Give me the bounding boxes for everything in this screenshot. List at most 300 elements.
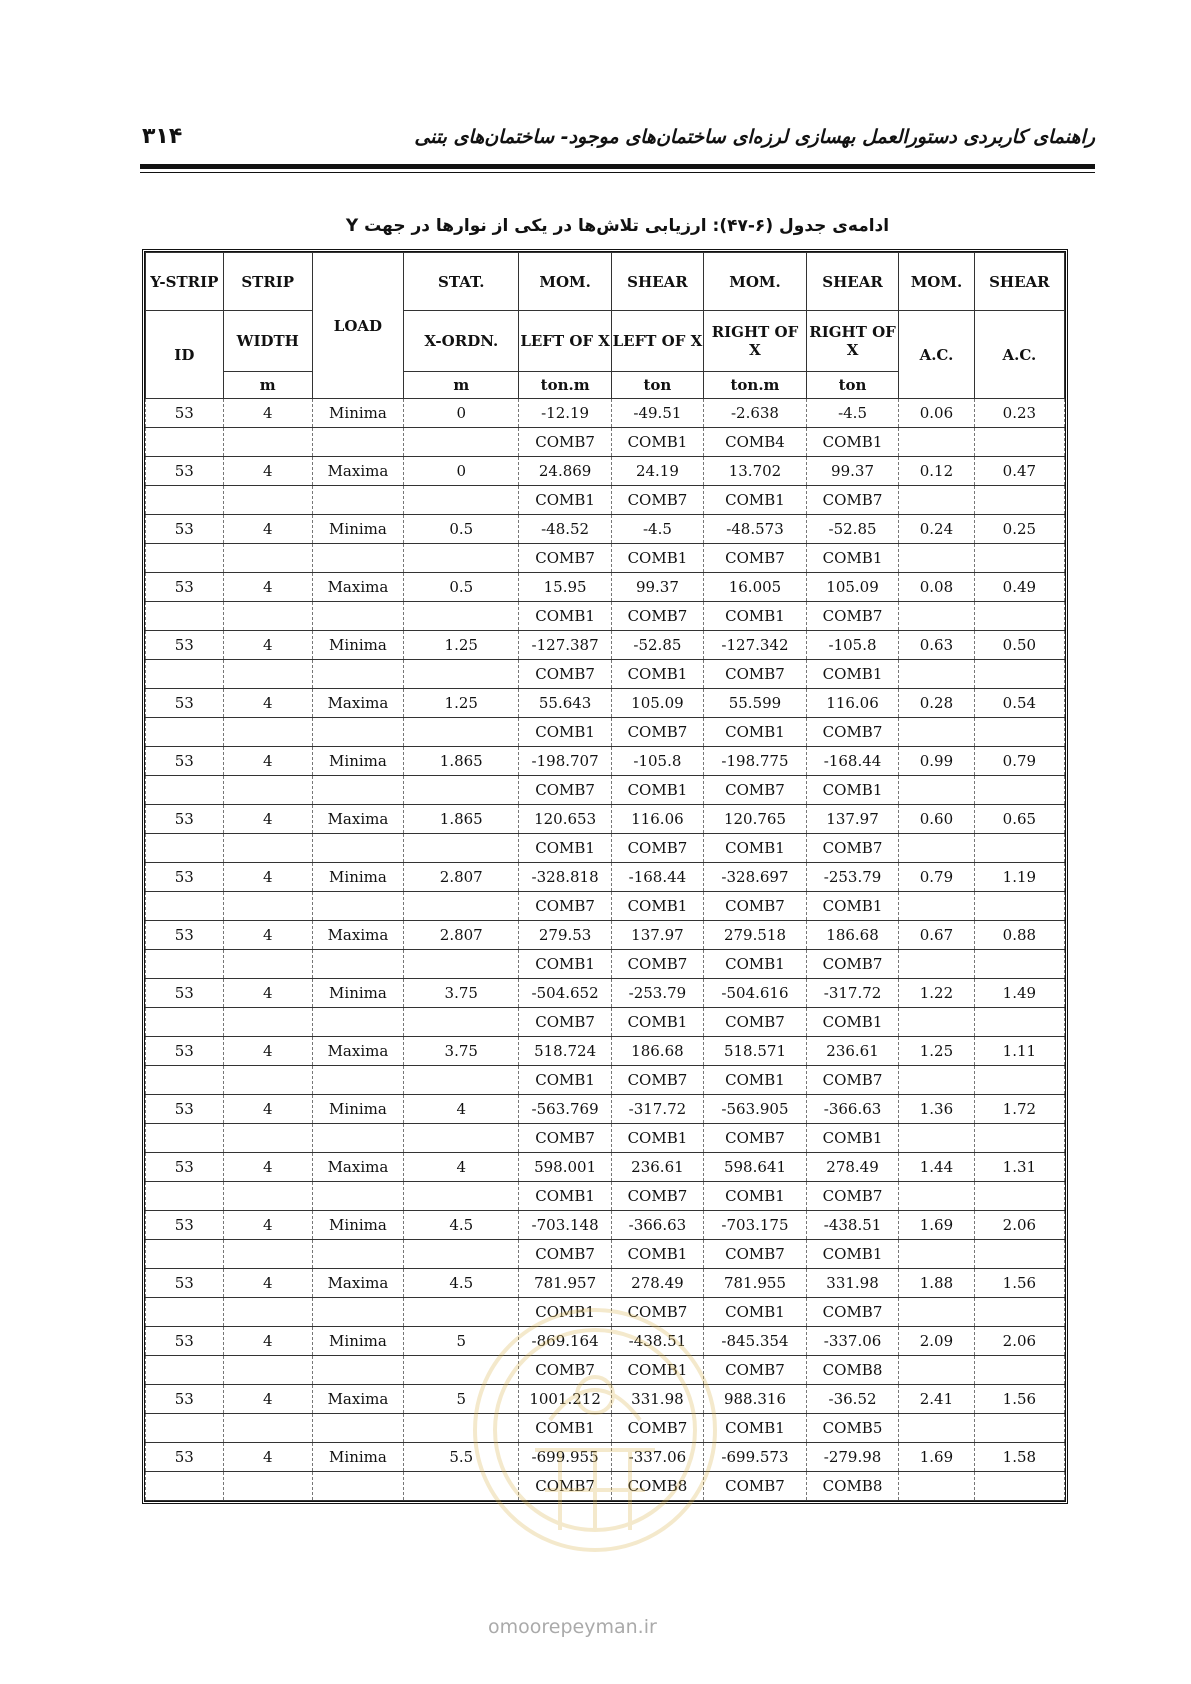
header-cell: RIGHT OF X <box>806 311 898 372</box>
cell-shr-r: 186.68 <box>806 921 898 950</box>
cell-combination: COMB7 <box>519 892 611 921</box>
header-cell: X-ORDN. <box>404 311 519 372</box>
cell-mom-ac: 1.88 <box>899 1269 975 1298</box>
cell-shr-l: 24.19 <box>611 457 703 486</box>
cell-mom-l: -869.164 <box>519 1327 611 1356</box>
cell-combination: COMB7 <box>806 718 898 747</box>
cell-empty <box>223 1298 312 1327</box>
cell-mom-r: 518.571 <box>704 1037 807 1066</box>
cell-empty <box>146 1124 224 1153</box>
cell-combination: COMB7 <box>704 544 807 573</box>
cell-id: 53 <box>146 689 224 718</box>
cell-empty <box>146 1240 224 1269</box>
cell-combination: COMB7 <box>806 834 898 863</box>
cell-combination: COMB7 <box>519 1240 611 1269</box>
cell-load: Maxima <box>312 1385 403 1414</box>
cell-empty <box>974 428 1064 457</box>
cell-shr-ac: 1.11 <box>974 1037 1064 1066</box>
cell-empty <box>899 834 975 863</box>
cell-id: 53 <box>146 573 224 602</box>
cell-mom-l: -198.707 <box>519 747 611 776</box>
cell-shr-r: -253.79 <box>806 863 898 892</box>
cell-x: 1.25 <box>404 631 519 660</box>
cell-width: 4 <box>223 1327 312 1356</box>
cell-mom-l: -12.19 <box>519 399 611 428</box>
cell-empty <box>404 1066 519 1095</box>
cell-shr-ac: 0.79 <box>974 747 1064 776</box>
cell-empty <box>404 1008 519 1037</box>
cell-combination: COMB1 <box>806 892 898 921</box>
table-caption: ادامه‌ی جدول (۶-۴۷): ارزیابی تلاش‌ها در یکی از نوارها در جهت Y <box>345 216 890 236</box>
cell-x: 0 <box>404 457 519 486</box>
cell-shr-ac: 1.56 <box>974 1269 1064 1298</box>
page-header <box>140 124 1095 150</box>
cell-combination: COMB7 <box>611 1298 703 1327</box>
cell-empty <box>312 950 403 979</box>
cell-empty <box>404 1182 519 1211</box>
cell-empty <box>312 660 403 689</box>
cell-shr-l: -366.63 <box>611 1211 703 1240</box>
cell-empty <box>146 1298 224 1327</box>
cell-load: Minima <box>312 399 403 428</box>
cell-mom-ac: 0.60 <box>899 805 975 834</box>
cell-empty <box>223 544 312 573</box>
cell-shr-ac: 0.49 <box>974 573 1064 602</box>
cell-combination: COMB1 <box>806 1124 898 1153</box>
cell-load: Maxima <box>312 457 403 486</box>
cell-empty <box>974 950 1064 979</box>
cell-load: Minima <box>312 863 403 892</box>
cell-load: Maxima <box>312 921 403 950</box>
cell-mom-l: -127.387 <box>519 631 611 660</box>
cell-empty <box>312 1298 403 1327</box>
cell-mom-l: 518.724 <box>519 1037 611 1066</box>
cell-shr-r: -366.63 <box>806 1095 898 1124</box>
cell-mom-l: -328.818 <box>519 863 611 892</box>
cell-shr-r: -337.06 <box>806 1327 898 1356</box>
cell-x: 2.807 <box>404 863 519 892</box>
table-row <box>146 689 1065 718</box>
cell-width: 4 <box>223 1037 312 1066</box>
cell-id: 53 <box>146 515 224 544</box>
table-row <box>146 921 1065 950</box>
cell-empty <box>974 718 1064 747</box>
header-cell: Y-STRIP <box>146 253 224 311</box>
cell-width: 4 <box>223 1211 312 1240</box>
cell-empty <box>312 834 403 863</box>
cell-mom-l: 279.53 <box>519 921 611 950</box>
cell-empty <box>312 1356 403 1385</box>
cell-empty <box>974 1414 1064 1443</box>
cell-shr-l: 116.06 <box>611 805 703 834</box>
table-row-combination <box>146 1240 1065 1269</box>
table-row-combination <box>146 718 1065 747</box>
cell-shr-l: 236.61 <box>611 1153 703 1182</box>
cell-shr-ac: 1.72 <box>974 1095 1064 1124</box>
cell-empty <box>312 1472 403 1501</box>
cell-combination: COMB7 <box>519 1008 611 1037</box>
cell-combination: COMB1 <box>611 1240 703 1269</box>
cell-id: 53 <box>146 399 224 428</box>
cell-empty <box>404 1356 519 1385</box>
cell-empty <box>404 892 519 921</box>
table-row <box>146 805 1065 834</box>
cell-empty <box>312 1182 403 1211</box>
unit-cell: ton <box>611 372 703 399</box>
cell-empty <box>223 1008 312 1037</box>
cell-combination: COMB7 <box>519 428 611 457</box>
cell-width: 4 <box>223 1269 312 1298</box>
cell-shr-ac: 1.58 <box>974 1443 1064 1472</box>
cell-empty <box>899 1298 975 1327</box>
cell-mom-ac: 1.69 <box>899 1443 975 1472</box>
cell-combination: COMB8 <box>806 1356 898 1385</box>
cell-empty <box>223 486 312 515</box>
header-cell: LEFT OF X <box>611 311 703 372</box>
cell-empty <box>974 544 1064 573</box>
unit-cell: m <box>404 372 519 399</box>
cell-load: Minima <box>312 1327 403 1356</box>
cell-width: 4 <box>223 805 312 834</box>
cell-empty <box>146 544 224 573</box>
cell-empty <box>146 1472 224 1501</box>
table-row-combination <box>146 1472 1065 1501</box>
cell-shr-r: -317.72 <box>806 979 898 1008</box>
cell-empty <box>404 486 519 515</box>
header-cell: MOM. <box>519 253 611 311</box>
table-row <box>146 399 1065 428</box>
table-row <box>146 1269 1065 1298</box>
cell-combination: COMB4 <box>704 428 807 457</box>
cell-shr-r: 116.06 <box>806 689 898 718</box>
cell-shr-ac: 0.25 <box>974 515 1064 544</box>
cell-empty <box>974 660 1064 689</box>
cell-combination: COMB1 <box>704 718 807 747</box>
cell-combination: COMB7 <box>519 1124 611 1153</box>
cell-id: 53 <box>146 863 224 892</box>
cell-combination: COMB7 <box>611 1182 703 1211</box>
cell-empty <box>223 428 312 457</box>
cell-load: Maxima <box>312 1037 403 1066</box>
cell-width: 4 <box>223 863 312 892</box>
cell-empty <box>146 1066 224 1095</box>
table-row-combination <box>146 776 1065 805</box>
header-cell: A.C. <box>899 311 975 399</box>
cell-shr-r: 137.97 <box>806 805 898 834</box>
cell-width: 4 <box>223 573 312 602</box>
cell-combination: COMB1 <box>519 602 611 631</box>
cell-mom-l: 55.643 <box>519 689 611 718</box>
cell-empty <box>146 602 224 631</box>
cell-empty <box>974 1298 1064 1327</box>
cell-mom-r: -2.638 <box>704 399 807 428</box>
cell-combination: COMB7 <box>704 1008 807 1037</box>
cell-mom-r: -699.573 <box>704 1443 807 1472</box>
cell-empty <box>899 660 975 689</box>
cell-combination: COMB1 <box>611 892 703 921</box>
cell-combination: COMB7 <box>611 1066 703 1095</box>
cell-mom-r: -703.175 <box>704 1211 807 1240</box>
cell-empty <box>146 892 224 921</box>
cell-empty <box>146 950 224 979</box>
cell-mom-ac: 0.99 <box>899 747 975 776</box>
cell-empty <box>404 428 519 457</box>
cell-empty <box>312 428 403 457</box>
cell-shr-ac: 0.47 <box>974 457 1064 486</box>
cell-combination: COMB7 <box>519 1356 611 1385</box>
cell-shr-l: -438.51 <box>611 1327 703 1356</box>
cell-combination: COMB8 <box>611 1472 703 1501</box>
table-row-combination <box>146 486 1065 515</box>
cell-shr-l: -168.44 <box>611 863 703 892</box>
cell-shr-l: -253.79 <box>611 979 703 1008</box>
cell-combination: COMB1 <box>611 660 703 689</box>
cell-empty <box>223 1414 312 1443</box>
cell-mom-ac: 0.24 <box>899 515 975 544</box>
table-row <box>146 863 1065 892</box>
cell-shr-r: -4.5 <box>806 399 898 428</box>
cell-combination: COMB8 <box>806 1472 898 1501</box>
cell-id: 53 <box>146 979 224 1008</box>
cell-empty <box>974 602 1064 631</box>
cell-x: 1.865 <box>404 805 519 834</box>
header-cell: STAT. <box>404 253 519 311</box>
cell-x: 1.865 <box>404 747 519 776</box>
table-row-combination <box>146 1124 1065 1153</box>
cell-empty <box>146 1182 224 1211</box>
cell-combination: COMB1 <box>611 1008 703 1037</box>
cell-shr-l: 105.09 <box>611 689 703 718</box>
cell-empty <box>404 834 519 863</box>
cell-combination: COMB1 <box>704 1298 807 1327</box>
cell-combination: COMB1 <box>704 950 807 979</box>
cell-combination: COMB1 <box>611 544 703 573</box>
strip-forces-table <box>145 252 1065 1501</box>
cell-empty <box>146 1356 224 1385</box>
cell-empty <box>146 486 224 515</box>
table-row <box>146 1327 1065 1356</box>
cell-id: 53 <box>146 1037 224 1066</box>
cell-empty <box>146 1008 224 1037</box>
cell-combination: COMB7 <box>611 486 703 515</box>
header-cell: MOM. <box>704 253 807 311</box>
cell-combination: COMB1 <box>611 1124 703 1153</box>
cell-combination: COMB7 <box>611 602 703 631</box>
cell-shr-r: 105.09 <box>806 573 898 602</box>
cell-combination: COMB7 <box>704 892 807 921</box>
cell-shr-ac: 2.06 <box>974 1211 1064 1240</box>
cell-combination: COMB7 <box>519 776 611 805</box>
cell-empty <box>899 950 975 979</box>
cell-empty <box>223 1066 312 1095</box>
cell-x: 1.25 <box>404 689 519 718</box>
cell-mom-l: -48.52 <box>519 515 611 544</box>
table-row-combination <box>146 602 1065 631</box>
cell-mom-r: 598.641 <box>704 1153 807 1182</box>
header-cell: WIDTH <box>223 311 312 372</box>
cell-empty <box>974 776 1064 805</box>
cell-mom-ac: 1.44 <box>899 1153 975 1182</box>
cell-empty <box>223 834 312 863</box>
header-cell: RIGHT OF X <box>704 311 807 372</box>
table-row <box>146 1037 1065 1066</box>
cell-mom-r: -198.775 <box>704 747 807 776</box>
table-row-combination <box>146 428 1065 457</box>
cell-load: Minima <box>312 515 403 544</box>
table-row-combination <box>146 544 1065 573</box>
cell-combination: COMB7 <box>806 486 898 515</box>
cell-width: 4 <box>223 1153 312 1182</box>
cell-combination: COMB7 <box>704 1124 807 1153</box>
cell-shr-r: -36.52 <box>806 1385 898 1414</box>
cell-empty <box>404 1414 519 1443</box>
cell-combination: COMB7 <box>704 776 807 805</box>
table-row <box>146 1211 1065 1240</box>
cell-combination: COMB1 <box>806 544 898 573</box>
cell-shr-l: -4.5 <box>611 515 703 544</box>
cell-combination: COMB1 <box>806 660 898 689</box>
cell-x: 5.5 <box>404 1443 519 1472</box>
cell-empty <box>312 1240 403 1269</box>
cell-shr-ac: 1.31 <box>974 1153 1064 1182</box>
cell-empty <box>146 660 224 689</box>
cell-shr-l: -317.72 <box>611 1095 703 1124</box>
cell-combination: COMB7 <box>611 718 703 747</box>
cell-id: 53 <box>146 1443 224 1472</box>
cell-x: 0.5 <box>404 515 519 544</box>
cell-load: Minima <box>312 631 403 660</box>
cell-mom-r: -127.342 <box>704 631 807 660</box>
cell-combination: COMB7 <box>611 1414 703 1443</box>
cell-combination: COMB1 <box>704 1414 807 1443</box>
cell-combination: COMB1 <box>611 776 703 805</box>
cell-mom-ac: 0.06 <box>899 399 975 428</box>
table-row-combination <box>146 1356 1065 1385</box>
cell-shr-ac: 1.49 <box>974 979 1064 1008</box>
cell-x: 5 <box>404 1385 519 1414</box>
cell-id: 53 <box>146 1095 224 1124</box>
cell-mom-l: -504.652 <box>519 979 611 1008</box>
cell-empty <box>974 1066 1064 1095</box>
cell-id: 53 <box>146 921 224 950</box>
cell-x: 3.75 <box>404 1037 519 1066</box>
table-row <box>146 457 1065 486</box>
cell-mom-ac: 2.09 <box>899 1327 975 1356</box>
cell-shr-l: -105.8 <box>611 747 703 776</box>
table-row-combination <box>146 1008 1065 1037</box>
cell-empty <box>899 1182 975 1211</box>
table-row-combination <box>146 1182 1065 1211</box>
cell-empty <box>974 834 1064 863</box>
cell-empty <box>404 1124 519 1153</box>
cell-empty <box>223 1356 312 1385</box>
cell-mom-r: -328.697 <box>704 863 807 892</box>
cell-combination: COMB1 <box>519 834 611 863</box>
cell-width: 4 <box>223 921 312 950</box>
cell-combination: COMB1 <box>519 1414 611 1443</box>
cell-combination: COMB1 <box>806 776 898 805</box>
cell-shr-l: 99.37 <box>611 573 703 602</box>
cell-mom-r: -504.616 <box>704 979 807 1008</box>
cell-x: 0 <box>404 399 519 428</box>
cell-shr-l: 137.97 <box>611 921 703 950</box>
cell-combination: COMB7 <box>806 1298 898 1327</box>
cell-x: 4.5 <box>404 1211 519 1240</box>
cell-shr-ac: 0.65 <box>974 805 1064 834</box>
table-row <box>146 1153 1065 1182</box>
cell-empty <box>312 892 403 921</box>
cell-load: Minima <box>312 1443 403 1472</box>
cell-combination: COMB7 <box>519 1472 611 1501</box>
cell-empty <box>899 544 975 573</box>
cell-shr-l: 331.98 <box>611 1385 703 1414</box>
cell-empty <box>899 892 975 921</box>
cell-width: 4 <box>223 689 312 718</box>
cell-shr-r: -168.44 <box>806 747 898 776</box>
cell-shr-l: 278.49 <box>611 1269 703 1298</box>
header-cell: SHEAR <box>611 253 703 311</box>
cell-combination: COMB7 <box>806 950 898 979</box>
cell-shr-ac: 1.56 <box>974 1385 1064 1414</box>
cell-shr-r: -105.8 <box>806 631 898 660</box>
cell-empty <box>899 1472 975 1501</box>
cell-load: Minima <box>312 747 403 776</box>
cell-x: 3.75 <box>404 979 519 1008</box>
cell-load: Maxima <box>312 689 403 718</box>
header-cell: LOAD <box>312 253 403 399</box>
cell-mom-l: 781.957 <box>519 1269 611 1298</box>
cell-empty <box>974 1240 1064 1269</box>
cell-empty <box>312 776 403 805</box>
table-row <box>146 515 1065 544</box>
cell-id: 53 <box>146 1385 224 1414</box>
cell-mom-r: 279.518 <box>704 921 807 950</box>
cell-empty <box>404 1240 519 1269</box>
cell-shr-ac: 0.50 <box>974 631 1064 660</box>
cell-empty <box>899 718 975 747</box>
cell-combination: COMB7 <box>806 1066 898 1095</box>
cell-shr-r: 278.49 <box>806 1153 898 1182</box>
unit-cell: ton.m <box>519 372 611 399</box>
table-row-combination <box>146 834 1065 863</box>
cell-empty <box>899 1240 975 1269</box>
table-row-combination <box>146 950 1065 979</box>
cell-combination: COMB7 <box>519 544 611 573</box>
cell-shr-r: 236.61 <box>806 1037 898 1066</box>
cell-x: 2.807 <box>404 921 519 950</box>
cell-mom-l: -563.769 <box>519 1095 611 1124</box>
cell-id: 53 <box>146 1327 224 1356</box>
cell-mom-r: -845.354 <box>704 1327 807 1356</box>
cell-mom-r: -563.905 <box>704 1095 807 1124</box>
cell-empty <box>312 544 403 573</box>
cell-empty <box>223 1240 312 1269</box>
book-title: راهنمای کاربردی دستورالعمل بهسازی لرزه‌ای ساختمان‌های موجود- ساختمان‌های بتنی <box>414 126 1095 148</box>
cell-combination: COMB7 <box>519 660 611 689</box>
cell-empty <box>223 950 312 979</box>
cell-combination: COMB1 <box>519 1182 611 1211</box>
cell-shr-ac: 0.23 <box>974 399 1064 428</box>
cell-empty <box>146 1414 224 1443</box>
cell-mom-ac: 0.63 <box>899 631 975 660</box>
cell-width: 4 <box>223 515 312 544</box>
cell-mom-r: 13.702 <box>704 457 807 486</box>
cell-empty <box>404 776 519 805</box>
cell-empty <box>312 1124 403 1153</box>
cell-mom-l: 120.653 <box>519 805 611 834</box>
cell-combination: COMB1 <box>519 718 611 747</box>
cell-combination: COMB1 <box>519 1298 611 1327</box>
